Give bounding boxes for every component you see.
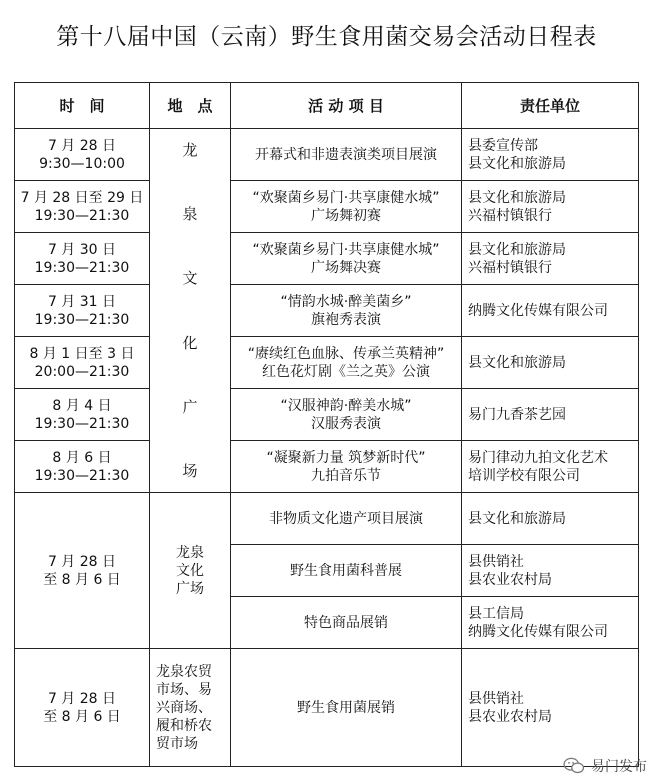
venue-vertical-text [150,137,230,485]
event-cell-line: 非物质文化遗产项目展演 [269,510,423,527]
unit-cell-line: 县文化和旅游局 [468,510,566,527]
time-cell [15,285,150,337]
unit-cell-line: 县文化和旅游局 [468,354,566,371]
unit-cell [462,181,639,233]
unit-cell-line: 兴福村镇银行 [468,259,552,276]
time-cell [15,129,150,181]
venue-cell-line: 龙泉 [176,544,204,561]
unit-cell-line: 县供销社 [468,553,524,570]
unit-cell-line: 县文化和旅游局 [468,189,566,206]
unit-cell-line: 县农业农村局 [468,708,552,725]
event-cell [231,493,462,545]
time-cell-line: 9:30—10:00 [39,155,125,172]
unit-cell-line: 培训学校有限公司 [468,467,580,484]
table-row [15,649,639,767]
table-header-row [15,83,639,129]
time-cell-line: 20:00—21:30 [34,363,130,380]
header-event: 活 动 项 目 [231,83,462,129]
event-cell-line: “赓续红色血脉、传承兰英精神” [247,345,445,362]
unit-cell [462,597,639,649]
unit-cell [462,389,639,441]
table-row [15,285,639,337]
unit-cell-line: 纳腾文化传媒有限公司 [468,302,608,319]
unit-cell-line: 县供销社 [468,690,524,707]
unit-cell [462,493,639,545]
time-cell-line: 19:30—21:30 [34,467,130,484]
event-cell-line: 野生食用菌科普展 [290,562,402,579]
event-cell-line: “汉服神韵·醉美水城” [280,397,412,414]
table-row [15,493,639,545]
time-cell [15,493,150,649]
venue-cell-line: 广场 [176,580,204,597]
event-cell [231,337,462,389]
unit-cell-line: 县工信局 [468,605,524,622]
event-cell [231,389,462,441]
event-cell-line: 红色花灯剧《兰之英》公演 [262,363,430,380]
time-cell-line: 8 月 1 日至 3 日 [29,345,135,362]
event-cell-line: 特色商品展销 [304,614,388,631]
event-cell [231,181,462,233]
venue-char: 场 [182,462,198,481]
watermark [563,756,647,776]
table-row [15,233,639,285]
event-cell-line: 开幕式和非遗表演类项目展演 [255,146,437,163]
time-cell [15,233,150,285]
time-cell-line: 7 月 28 日至 29 日 [20,189,144,206]
table-row [15,441,639,493]
event-cell-line: 广场舞决赛 [311,259,381,276]
unit-cell-line: 县文化和旅游局 [468,241,566,258]
time-cell-line: 至 8 月 6 日 [43,571,121,588]
event-cell [231,233,462,285]
unit-cell [462,285,639,337]
time-cell-line: 8 月 6 日 [52,449,112,466]
time-cell-line: 8 月 4 日 [52,397,112,414]
unit-cell [462,129,639,181]
event-cell [231,129,462,181]
header-venue: 地 点 [150,83,231,129]
unit-cell-line: 县文化和旅游局 [468,155,566,172]
unit-cell-line: 兴福村镇银行 [468,207,552,224]
table-row [15,337,639,389]
unit-cell-line: 纳腾文化传媒有限公司 [468,623,608,640]
table-row [15,181,639,233]
table-row [15,129,639,181]
time-cell-line: 19:30—21:30 [34,259,130,276]
event-cell-line: 野生食用菌展销 [297,699,395,716]
time-cell [15,389,150,441]
time-cell [15,441,150,493]
venue-cell-line: 市场、易 [156,681,212,698]
unit-cell [462,337,639,389]
time-cell [15,649,150,767]
event-cell-line: 广场舞初赛 [311,207,381,224]
venue-cell-line: 贸市场 [156,735,198,752]
venue-cell-line: 龙泉农贸 [156,663,212,680]
event-cell [231,545,462,597]
time-cell [15,337,150,389]
time-cell [15,181,150,233]
time-cell-line: 19:30—21:30 [34,311,130,328]
unit-cell [462,233,639,285]
time-cell-line: 7 月 30 日 [47,241,117,258]
event-cell [231,441,462,493]
unit-cell [462,649,639,767]
unit-cell-line: 易门九香茶艺园 [468,406,566,423]
venue-cell-line: 履和桥农 [156,717,212,734]
venue-cell [150,129,231,493]
wechat-icon [563,757,585,775]
unit-cell-line: 县委宣传部 [468,137,538,154]
venue-char: 龙 [182,140,198,159]
table-row [15,389,639,441]
venue-char: 化 [182,333,198,352]
event-cell-line: 旗袍秀表演 [311,311,381,328]
venue-char: 泉 [182,204,198,223]
unit-cell [462,441,639,493]
event-cell-line: “欢聚菌乡易门·共享康健水城” [252,241,440,258]
venue-cell-line: 文化 [176,562,204,579]
header-time: 时 间 [15,83,150,129]
time-cell-line: 7 月 31 日 [47,293,117,310]
venue-cell [150,649,231,767]
event-cell [231,285,462,337]
venue-cell-line: 兴商场、 [156,699,212,716]
event-cell-line: 九拍音乐节 [311,467,381,484]
time-cell-line: 19:30—21:30 [34,415,130,432]
page-title: 第十八届中国（云南）野生食用菌交易会活动日程表 [56,24,597,50]
event-cell [231,597,462,649]
event-cell [231,649,462,767]
header-unit: 责任单位 [462,83,639,129]
unit-cell [462,545,639,597]
event-cell-line: “情韵水城·醉美菌乡” [280,293,412,310]
venue-cell [150,493,231,649]
time-cell-line: 19:30—21:30 [34,207,130,224]
time-cell-line: 至 8 月 6 日 [43,708,121,725]
time-cell-line: 7 月 28 日 [47,553,117,570]
event-cell-line: 汉服秀表演 [311,415,381,432]
schedule-table [14,82,639,767]
venue-char: 文 [182,269,198,288]
venue-char: 广 [182,398,198,417]
unit-cell-line: 易门律动九拍文化艺术 [468,449,608,466]
event-cell-line: “凝聚新力量 筑梦新时代” [266,449,426,466]
time-cell-line: 7 月 28 日 [47,690,117,707]
unit-cell-line: 县农业农村局 [468,571,552,588]
time-cell-line: 7 月 28 日 [47,137,117,154]
watermark-text: 易门发布 [591,759,647,775]
event-cell-line: “欢聚菌乡易门·共享康健水城” [252,189,440,206]
